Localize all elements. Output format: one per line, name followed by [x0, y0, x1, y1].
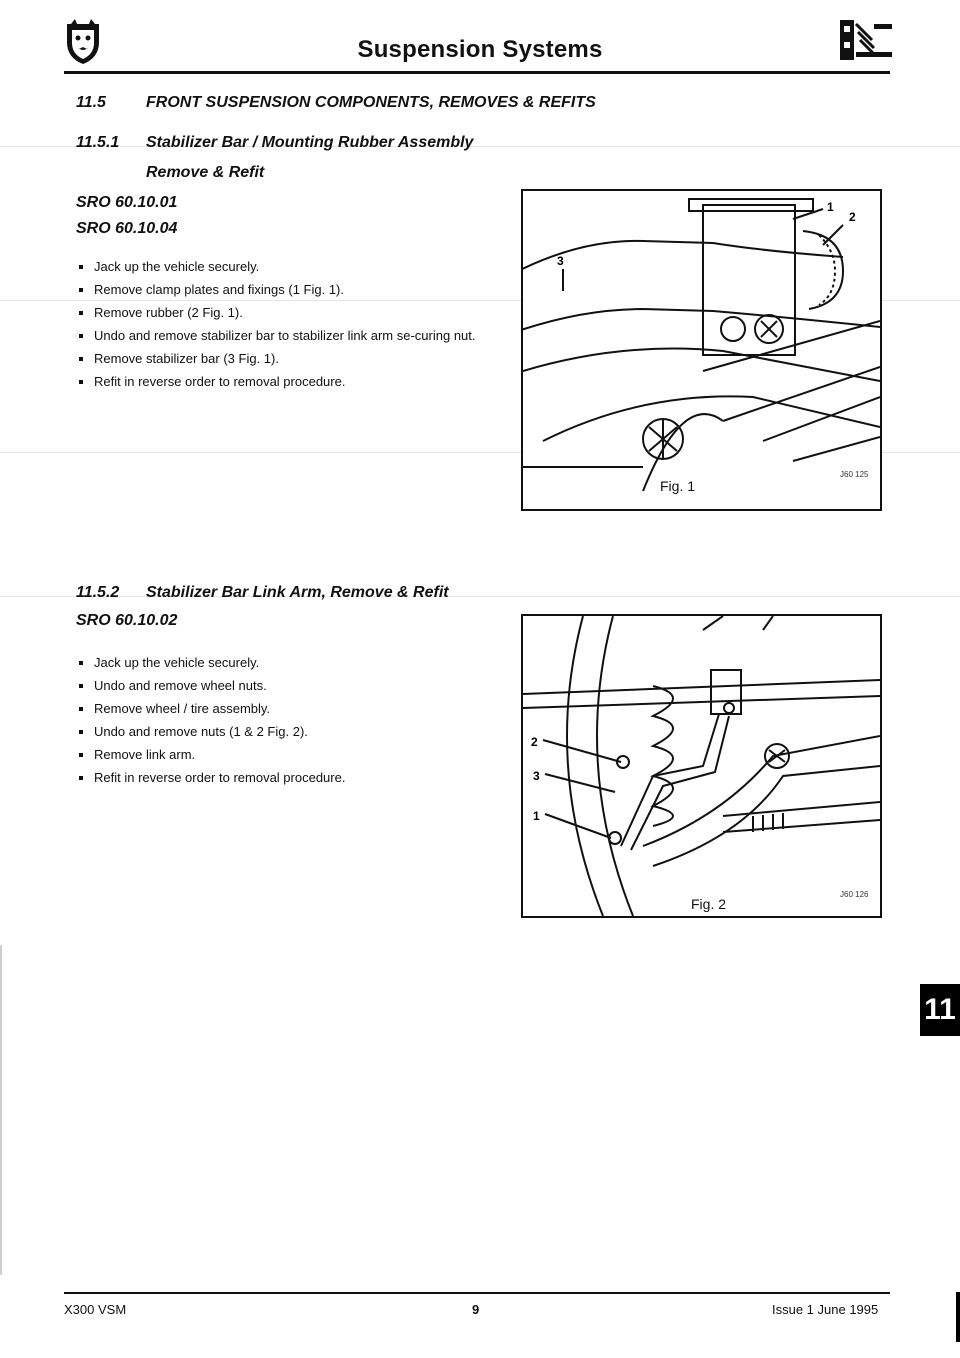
callout-label: 1	[827, 200, 834, 214]
figure-caption: Fig. 1	[657, 478, 698, 494]
callout-label: 3	[533, 769, 540, 783]
callout-label: 2	[849, 210, 856, 224]
sro-code: SRO 60.10.04	[76, 220, 178, 237]
subsection-title: Stabilizer Bar Link Arm, Remove & Refit	[146, 584, 449, 601]
divider	[0, 596, 960, 597]
suspension-icon	[840, 20, 892, 60]
footer-rule	[64, 1292, 890, 1294]
subsection-subtitle: Remove & Refit	[146, 164, 265, 181]
scan-edge	[0, 945, 2, 1275]
list-item: Remove clamp plates and fixings (1 Fig. 1).	[76, 281, 494, 299]
chapter-tab: 11	[920, 984, 960, 1036]
callout-label: 3	[557, 254, 564, 268]
divider	[0, 146, 960, 147]
section-number: 11.5	[76, 94, 106, 111]
callout-label: 2	[531, 735, 538, 749]
figure-code: J60 126	[840, 890, 869, 899]
subsection-number: 11.5.2	[76, 584, 120, 601]
footer-issue: Issue 1 June 1995	[772, 1302, 879, 1317]
page-number: 9	[472, 1302, 480, 1317]
list-item: Refit in reverse order to removal procedure.	[76, 769, 494, 787]
figure-2-illustration	[523, 616, 880, 916]
footer-doc-code: X300 VSM	[64, 1302, 127, 1317]
callout-label: 1	[533, 809, 540, 823]
list-item: Jack up the vehicle securely.	[76, 654, 494, 672]
list-item: Refit in reverse order to removal procedure.	[76, 373, 494, 391]
list-item: Undo and remove nuts (1 & 2 Fig. 2).	[76, 723, 494, 741]
sro-code: SRO 60.10.01	[76, 194, 178, 211]
figure-caption: Fig. 2	[688, 896, 729, 912]
header-rule	[64, 71, 890, 74]
list-item: Undo and remove stabilizer bar to stabilizer link arm se-curing nut.	[76, 327, 494, 345]
list-item: Remove stabilizer bar (3 Fig. 1).	[76, 350, 494, 368]
side-bar	[956, 1292, 960, 1342]
figure-code: J60 125	[840, 470, 869, 479]
list-item: Undo and remove wheel nuts.	[76, 677, 494, 695]
page-title: Suspension Systems	[357, 36, 603, 63]
figure-1-illustration	[523, 191, 880, 509]
procedure-list	[76, 258, 494, 396]
figure-2	[521, 614, 882, 918]
subsection-number: 11.5.1	[76, 134, 120, 151]
section-title: FRONT SUSPENSION COMPONENTS, REMOVES & REFITS	[146, 94, 596, 111]
list-item: Jack up the vehicle securely.	[76, 258, 494, 276]
list-item: Remove wheel / tire assembly.	[76, 700, 494, 718]
subsection-title: Stabilizer Bar / Mounting Rubber Assembly	[146, 134, 474, 151]
procedure-list	[76, 654, 494, 792]
sro-code: SRO 60.10.02	[76, 612, 178, 629]
figure-1	[521, 189, 882, 511]
list-item: Remove link arm.	[76, 746, 494, 764]
list-item: Remove rubber (2 Fig. 1).	[76, 304, 494, 322]
